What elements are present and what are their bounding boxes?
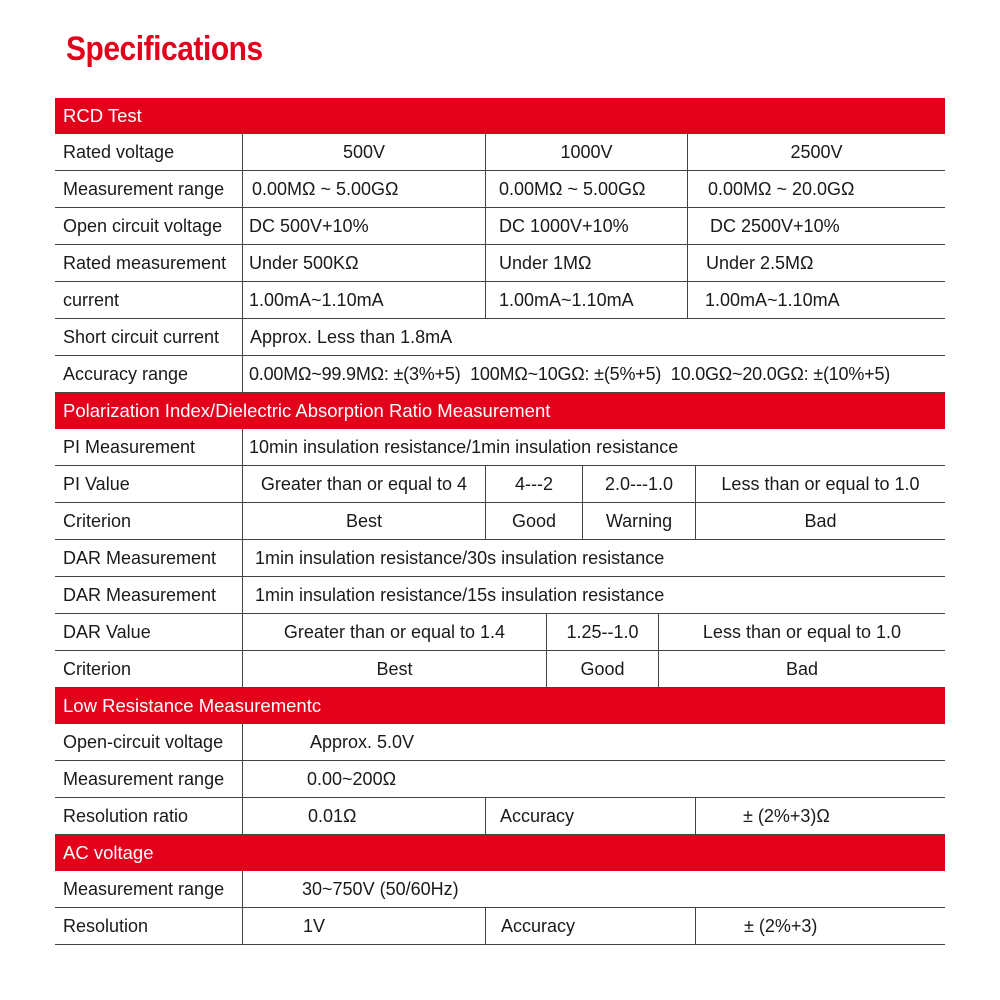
row-pi-measurement: [55, 429, 945, 466]
row-label: Measurement range: [63, 879, 225, 899]
row-label: PI Value: [63, 474, 130, 494]
spec-table: [55, 98, 945, 945]
row-short-circuit-current: [55, 319, 945, 356]
row-resolution-ac: [55, 908, 945, 945]
cell-value: 1min insulation resistance/15s insulation resistance: [242, 577, 945, 613]
cell-value: 10min insulation resistance/1min insulation resistance: [242, 429, 945, 465]
row-pi-criterion: [55, 503, 945, 540]
row-label: Measurement range: [63, 769, 225, 789]
cell-value: DC 500V+10%: [242, 208, 485, 244]
cell-value: 1.25--1.0: [546, 614, 658, 650]
row-dar-value: [55, 614, 945, 651]
cell-value: 4---2: [485, 466, 582, 502]
row-label: Open-circuit voltage: [63, 732, 224, 752]
row-label: Rated measurement: [63, 253, 227, 273]
row-label: Short circuit current: [63, 327, 220, 347]
row-measurement-range-ac: [55, 871, 945, 908]
cell-value: 0.00MΩ~99.9MΩ: ±(3%+5) 100MΩ~10GΩ: ±(5%+5) 10.0GΩ~20.0GΩ: ±(10%+5): [242, 356, 945, 392]
cell-value: 2.0---1.0: [582, 466, 695, 502]
cell-value: 0.00MΩ ~ 5.00GΩ: [485, 171, 687, 207]
row-measurement-range-lr: [55, 761, 945, 798]
accuracy-label: Accuracy: [485, 908, 695, 944]
row-label: current: [63, 290, 120, 310]
row-open-circuit-voltage-lr: [55, 724, 945, 761]
row-label: Open circuit voltage: [63, 216, 223, 236]
cell-value: Under 500KΩ: [242, 245, 485, 281]
cell-value: Approx. 5.0V: [242, 724, 945, 760]
cell-value: 0.00~200Ω: [242, 761, 945, 797]
row-label: DAR Measurement: [63, 585, 217, 605]
cell-2500v: 2500V: [687, 134, 945, 170]
row-label: Rated voltage: [63, 142, 175, 162]
cell-value: Under 1MΩ: [485, 245, 687, 281]
cell-value: Approx. Less than 1.8mA: [242, 319, 945, 355]
cell-1000v: 1000V: [485, 134, 687, 170]
row-label: PI Measurement: [63, 437, 196, 457]
row-label: Accuracy range: [63, 364, 189, 384]
cell-value: 1V: [242, 908, 485, 944]
section-header-polarization-index: Polarization Index/Dielectric Absorption Ratio Measurement: [55, 393, 945, 429]
cell-value: 1.00mA~1.10mA: [687, 282, 945, 318]
row-open-circuit-voltage: [55, 208, 945, 245]
cell-value: 1min insulation resistance/30s insulation resistance: [242, 540, 945, 576]
row-label: Resolution ratio: [63, 806, 189, 826]
page-title: Specifications: [66, 30, 263, 68]
row-label: Criterion: [63, 659, 132, 679]
cell-value: 0.00MΩ ~ 20.0GΩ: [687, 171, 945, 207]
row-pi-value: [55, 466, 945, 503]
cell-value: Good: [485, 503, 582, 539]
cell-value: Bad: [658, 651, 945, 687]
cell-value: Under 2.5MΩ: [687, 245, 945, 281]
row-rated-measurement: [55, 245, 945, 282]
cell-value: DC 2500V+10%: [687, 208, 945, 244]
cell-value: 1.00mA~1.10mA: [485, 282, 687, 318]
accuracy-value: ± (2%+3): [695, 908, 945, 944]
cell-value: Less than or equal to 1.0: [695, 466, 945, 502]
cell-value: Best: [242, 651, 546, 687]
cell-value: 30~750V (50/60Hz): [242, 871, 945, 907]
cell-value: Greater than or equal to 4: [242, 466, 485, 502]
cell-value: Warning: [582, 503, 695, 539]
row-label: Criterion: [63, 511, 132, 531]
cell-value: Greater than or equal to 1.4: [242, 614, 546, 650]
row-resolution-ratio: [55, 798, 945, 835]
cell-value: Bad: [695, 503, 945, 539]
row-dar-criterion: [55, 651, 945, 688]
cell-value: Good: [546, 651, 658, 687]
cell-500v: 500V: [242, 134, 485, 170]
row-dar-measurement-15s: [55, 577, 945, 614]
cell-value: Less than or equal to 1.0: [658, 614, 945, 650]
cell-value: 0.00MΩ ~ 5.00GΩ: [242, 171, 485, 207]
row-label: Resolution: [63, 916, 149, 936]
section-header-ac-voltage: AC voltage: [55, 835, 945, 871]
row-label: DAR Measurement: [63, 548, 217, 568]
cell-value: DC 1000V+10%: [485, 208, 687, 244]
row-label: DAR Value: [63, 622, 151, 642]
section-header-low-resistance: Low Resistance Measurementc: [55, 688, 945, 724]
row-current: [55, 282, 945, 319]
row-label: Measurement range: [63, 179, 225, 199]
row-accuracy-range: [55, 356, 945, 393]
section-header-rcd-test: RCD Test: [55, 98, 945, 134]
accuracy-label: Accuracy: [485, 798, 695, 834]
row-rated-voltage: [55, 134, 945, 171]
accuracy-value: ± (2%+3)Ω: [695, 798, 945, 834]
row-dar-measurement-30s: [55, 540, 945, 577]
cell-value: Best: [242, 503, 485, 539]
row-measurement-range: [55, 171, 945, 208]
cell-value: 0.01Ω: [242, 798, 485, 834]
cell-value: 1.00mA~1.10mA: [242, 282, 485, 318]
